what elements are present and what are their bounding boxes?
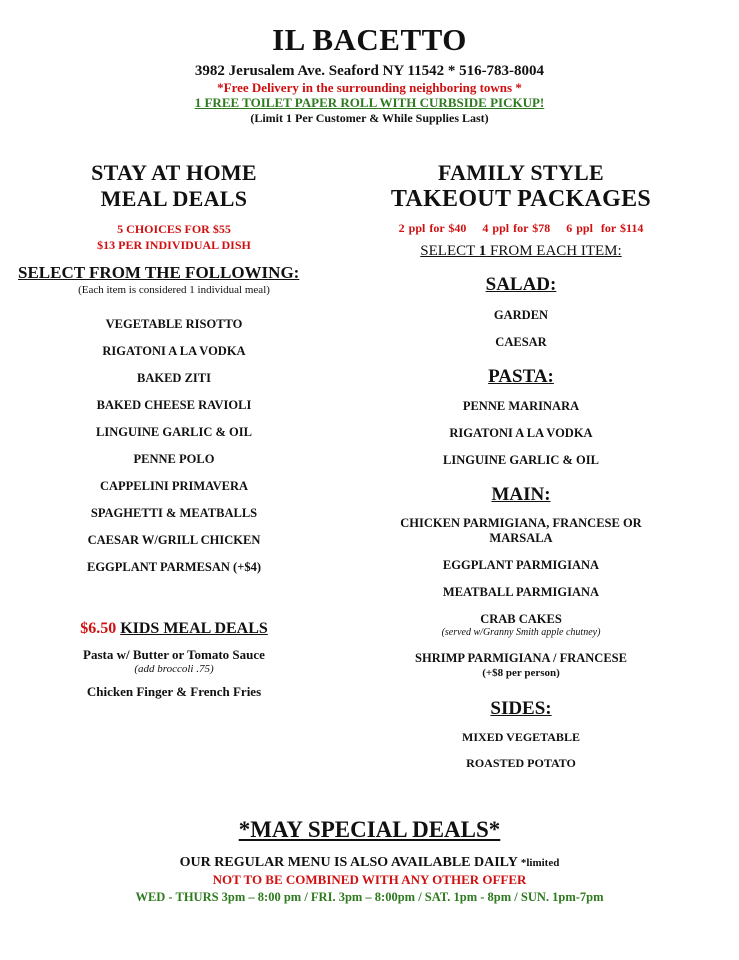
- special-deals-heading: *MAY SPECIAL DEALS*: [238, 817, 501, 842]
- list-item: CAESAR W/GRILL CHICKEN: [87, 533, 261, 547]
- list-item: CAESAR: [495, 335, 547, 349]
- regular-menu-text: OUR REGULAR MENU IS ALSO AVAILABLE DAILY: [179, 855, 521, 870]
- list-item: LINGUINE GARLIC & OIL: [96, 425, 252, 439]
- crab-cakes-note: (served w/Granny Smith apple chutney): [441, 627, 601, 638]
- family-heading-2: TAKEOUT PACKAGES: [390, 186, 652, 212]
- list-item: MEATBALL PARMIGIANA: [442, 585, 600, 599]
- select-each-heading: [345, 242, 697, 260]
- regular-menu-note: [0, 854, 739, 872]
- list-item: ROASTED POTATO: [466, 756, 576, 770]
- list-item: SPAGHETTI & MEATBALLS: [90, 506, 258, 520]
- menu-header: [0, 22, 739, 126]
- list-item: CRAB CAKES: [480, 612, 562, 626]
- meal-list: [18, 317, 330, 587]
- list-item: EGGPLANT PARMIGIANA: [442, 558, 600, 572]
- list-item: MIXED VEGETABLE: [462, 730, 580, 744]
- select-number: 1: [478, 243, 487, 259]
- stay-home-heading-2: MEAL DEALS: [100, 186, 248, 211]
- list-item: SHRIMP PARMIGIANA / FRANCESE: [415, 651, 627, 665]
- salad-heading: SALAD:: [485, 274, 557, 295]
- hours-note: WED - THURS 3pm – 8:00 pm / FRI. 3pm – 8:00pm / SAT. 1pm - 8pm / SUN. 1pm-7pm: [135, 890, 604, 904]
- family-style-column: [345, 160, 697, 771]
- list-item: MARSALA: [489, 531, 553, 545]
- select-note: (Each item is considered 1 individual meal): [78, 284, 270, 296]
- stay-home-heading-1: STAY AT HOME: [91, 160, 257, 185]
- kids-heading: [18, 619, 330, 639]
- delivery-note: *Free Delivery in the surrounding neighboring towns *: [217, 80, 522, 95]
- select-suffix: FROM EACH ITEM:: [486, 243, 622, 259]
- select-heading: SELECT FROM THE FOLLOWING:: [18, 263, 300, 282]
- list-item: EGGPLANT PARMESAN (+$4): [86, 560, 262, 574]
- select-prefix: SELECT: [420, 243, 479, 259]
- package-prices: 2 ppl for $40 4 ppl for $78 6 ppl for $114: [398, 221, 644, 235]
- menu-footer: [0, 816, 739, 906]
- restaurant-title: IL BACETTO: [272, 22, 467, 57]
- kids-item-note: (add broccoli .75): [134, 663, 214, 675]
- kids-price: $6.50: [80, 620, 117, 637]
- main-heading: MAIN:: [491, 484, 551, 505]
- list-item: RIGATONI A LA VODKA: [102, 344, 246, 358]
- restaurant-address: 3982 Jerusalem Ave. Seaford NY 11542 * 516-783-8004: [194, 63, 545, 79]
- stay-at-home-column: [18, 160, 330, 700]
- sides-heading: SIDES:: [490, 698, 552, 719]
- kids-item: Chicken Finger & French Fries: [86, 684, 262, 699]
- list-item: BAKED ZITI: [137, 371, 211, 385]
- not-combined-note: NOT TO BE COMBINED WITH ANY OTHER OFFER: [212, 872, 527, 887]
- list-item: CHICKEN PARMIGIANA, FRANCESE OR: [400, 516, 642, 530]
- list-item: PENNE MARINARA: [462, 399, 580, 413]
- list-item: LINGUINE GARLIC & OIL: [443, 453, 599, 467]
- limited-note: *limited: [520, 857, 560, 869]
- list-item: CAPPELINI PRIMAVERA: [99, 479, 249, 493]
- list-item: BAKED CHEESE RAVIOLI: [96, 398, 252, 412]
- list-item: GARDEN: [493, 308, 549, 322]
- family-heading-1: FAMILY STYLE: [438, 160, 604, 185]
- choices-price: 5 CHOICES FOR $55: [117, 222, 231, 236]
- promo-note: 1 FREE TOILET PAPER ROLL WITH CURBSIDE PICKUP!: [194, 95, 545, 110]
- list-item: RIGATONI A LA VODKA: [449, 426, 593, 440]
- pasta-heading: PASTA:: [488, 366, 554, 387]
- individual-price: $13 PER INDIVIDUAL DISH: [97, 238, 251, 252]
- shrimp-note: (+$8 per person): [482, 667, 560, 679]
- list-item: VEGETABLE RISOTTO: [105, 317, 243, 331]
- kids-title: KIDS MEAL DEALS: [120, 620, 268, 637]
- limit-note: (Limit 1 Per Customer & While Supplies Last): [250, 111, 489, 125]
- kids-item: Pasta w/ Butter or Tomato Sauce: [83, 647, 265, 662]
- list-item: PENNE POLO: [133, 452, 215, 466]
